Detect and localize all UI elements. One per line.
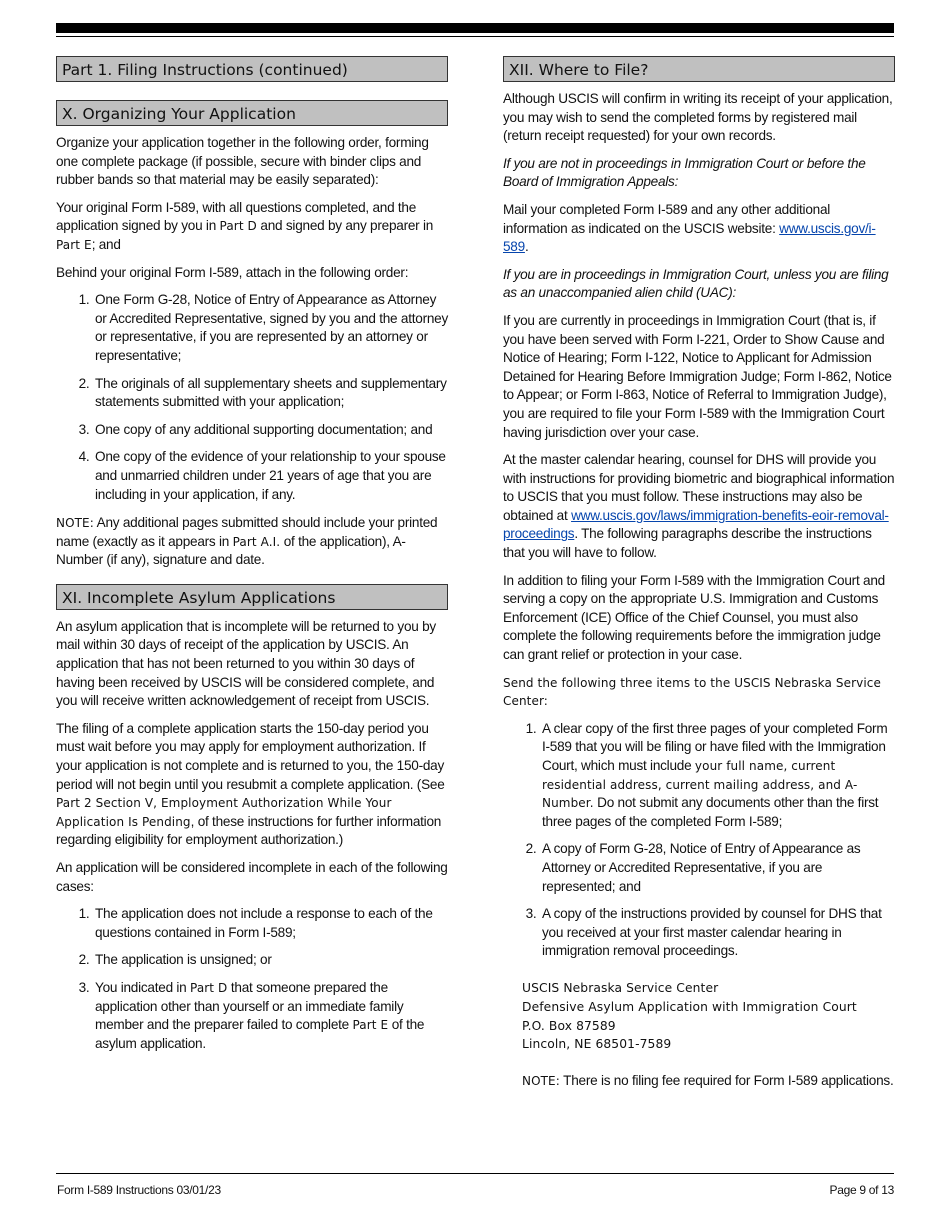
paragraph (503, 155, 895, 192)
address-line: P.O. Box 87589 (522, 1018, 616, 1033)
styled-term: Part D (219, 219, 257, 234)
text-run: Your original Form I-589, with all questions completed, and the application signed by you in (56, 199, 417, 234)
list-item (540, 720, 895, 832)
paragraph (503, 266, 895, 303)
text-run: In addition to filing your Form I-589 with the Immigration Court and serving a copy on the appropriate U.S. Immigration and Customs Enforcement (ICE) Office of the Chief Counsel, you must also complete the following requirements before the immigration judge can grant relief or protection in your case. (503, 572, 885, 663)
styled-term: Part E (352, 1018, 389, 1033)
list-item (93, 291, 448, 365)
text-run: At the master calendar hearing, counsel for DHS will provide you with instructions for providing biometric and biographical information to USCIS that you must follow. These instructions may also be obtained at (503, 452, 895, 523)
text-run: You indicated in (95, 979, 191, 995)
styled-term: NOTE: (522, 1074, 560, 1089)
paragraph (56, 134, 448, 190)
text-run: . (524, 239, 529, 255)
text-run: ; and (91, 236, 121, 252)
text-run: One Form G-28, Notice of Entry of Appearance as Attorney or Accredited Representative, signed by you and the attorney or representative, if you are represented by an attorney or representative; (95, 292, 449, 363)
list-item (93, 905, 448, 942)
text-run: , of these instructions for further information regarding eligibility for employment authorization.) (56, 813, 442, 848)
text-run: Although USCIS will confirm in writing its receipt of your application, you may wish to send the completed forms by registered mail (return receipt requested) for your own records. (503, 91, 893, 144)
paragraph (503, 572, 895, 665)
text-run: Organize your application together in the following order, forming one complete package (if possible, secure with binder clips and rubber bands so that material may be easily separated): (56, 135, 429, 188)
list-item (540, 840, 895, 896)
text-run: A clear copy of the first three pages of your completed Form I-589 that you will be filing or have filed with the Immigration Court, which must include (542, 720, 888, 773)
italic-text: If you are not in proceedings in Immigration Court or before the Board of Immigration Appeals: (503, 155, 866, 190)
right-column (503, 56, 895, 1100)
styled-term: Part D (190, 980, 228, 995)
italic-text: If you are in proceedings in Immigration Court, unless you are filing as an unaccompanied alien child (UAC): (503, 266, 889, 301)
top-rule-thick (56, 23, 894, 33)
text-run: Behind your original Form I-589, attach in the following order: (56, 264, 409, 280)
text-run: A copy of Form G-28, Notice of Entry of Appearance as Attorney or Accredited Representative, if you are represented; and (542, 841, 861, 894)
paragraph (503, 201, 895, 257)
list-item (540, 905, 895, 961)
styled-term: Part A.I. (232, 534, 281, 549)
text-run: One copy of any additional supporting documentation; and (95, 421, 433, 437)
styled-term: NOTE: (56, 516, 94, 531)
styled-term: Part 2 Section V, Employment Authorization While Your Application Is Pending (56, 796, 392, 829)
styled-term: Part E (56, 237, 92, 252)
numbered-list (503, 720, 895, 961)
text-run: An application will be considered incomplete in each of the following cases: (56, 860, 448, 894)
top-rule-thin (56, 36, 894, 37)
footer-rule (56, 1173, 894, 1174)
text-run: The filing of a complete application starts the 150-day period you must wait before you may apply for employment authorization. If your application is not complete and is returned to you, the 150-day period will not begin until you resubmit a complete application. (See (56, 720, 445, 792)
footer-page-number: Page 9 of 13 (829, 1183, 894, 1197)
list-item (93, 979, 448, 1053)
left-column (56, 56, 448, 1063)
text-run: One copy of the evidence of your relationship to your spouse and unmarried children under 21 years of age that you are including in your application, if any. (95, 449, 446, 502)
footer-form-id: Form I-589 Instructions 03/01/23 (57, 1183, 221, 1197)
paragraph (503, 451, 895, 563)
list-item (93, 421, 448, 440)
paragraph (56, 264, 448, 283)
paragraph (56, 514, 448, 570)
text-run: Any additional pages submitted should include your printed name (exactly as it appears in (56, 515, 438, 549)
paragraph (56, 859, 448, 896)
paragraph (503, 90, 895, 146)
address-line: Lincoln, NE 68501-7589 (522, 1037, 672, 1052)
text-run: There is no filing fee required for Form I-589 applications. (559, 1073, 894, 1089)
text-run: The application does not include a response to each of the questions contained in Form I-589; (95, 906, 433, 940)
list-item (93, 375, 448, 412)
styled-term: Send the following three items to the USCIS Nebraska Service Center: (503, 675, 881, 709)
address-line: Defensive Asylum Application with Immigration Court (522, 999, 857, 1014)
section-heading: XI. Incomplete Asylum Applications (56, 584, 448, 610)
styled-term: your full name, current residential address, current mailing address, and A-Number. (542, 759, 858, 811)
numbered-list (56, 905, 448, 1053)
text-run: Do not submit any documents other than the first three pages of the completed Form I-589; (542, 795, 879, 829)
text-run: . The following paragraphs describe the instructions that you will have to follow. (503, 526, 872, 561)
paragraph (503, 312, 895, 442)
text-run: If you are currently in proceedings in Immigration Court (that is, if you have been served with Form I-221, Order to Show Cause and Notice of Hearing; Form I-122, Notice to Applicant for Admission Detained for Hearing Before Immigration Judge; Form I-862, Notice to Appear; or Form I-863, Notice of Referral to Immigration Judge), you are required to file your Form I-589 with the Immigration Court having jurisdiction over your case. (503, 312, 892, 440)
section-heading: X. Organizing Your Application (56, 100, 448, 126)
text-run: An asylum application that is incomplete will be returned to you by mail within 30 days of receipt of the application by USCIS. An application that has not been returned to you within 30 days of having been received by USCIS will be considered complete, and you will receive written acknowledgement of receipt from USCIS. (56, 618, 436, 709)
text-run: of the asylum application. (95, 1017, 425, 1051)
text-run: of the application), A-Number (if any), signature and date. (56, 533, 406, 568)
mailing-address (522, 979, 895, 1054)
paragraph (56, 618, 448, 711)
text-run: and signed by any preparer in (256, 218, 434, 234)
paragraph (503, 674, 895, 711)
text-run: Mail your completed Form I-589 and any other additional information as indicated on the USCIS website: (503, 201, 831, 236)
section-heading: XII. Where to File? (503, 56, 895, 82)
numbered-list (56, 291, 448, 504)
website-link[interactable]: www.uscis.gov/laws/immigration-benefits-eoir-removal-proceedings (503, 507, 889, 542)
address-line: USCIS Nebraska Service Center (522, 980, 719, 995)
text-run: that someone prepared the application other than yourself or an immediate family member and the preparer failed to complete (95, 979, 404, 1033)
note-paragraph (522, 1072, 895, 1091)
section-heading: Part 1. Filing Instructions (continued) (56, 56, 448, 82)
website-link[interactable]: www.uscis.gov/i-589 (503, 220, 876, 255)
paragraph (56, 720, 448, 850)
text-run: The originals of all supplementary sheets and supplementary statements submitted with your application; (95, 375, 447, 410)
paragraph (56, 199, 448, 255)
list-item (93, 448, 448, 504)
text-run: A copy of the instructions provided by counsel for DHS that you received at your first master calendar hearing in immigration removal proceedings. (542, 906, 882, 959)
list-item (93, 951, 448, 970)
text-run: The application is unsigned; or (95, 952, 272, 968)
